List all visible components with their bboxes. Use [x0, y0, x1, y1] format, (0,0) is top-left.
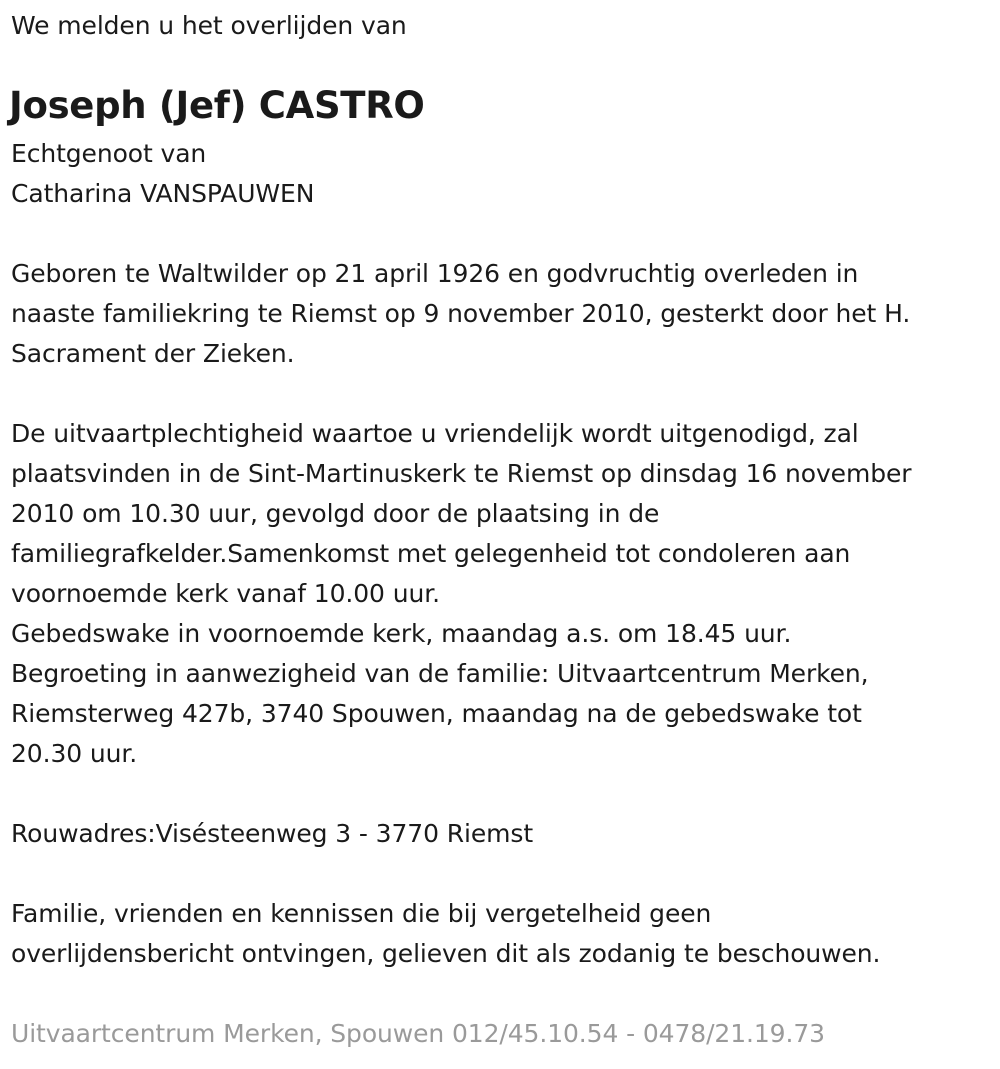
birth-death-paragraph: [11, 254, 910, 374]
paragraph-line: Geboren te Waltwilder op 21 april 1926 en godvruchtig overleden in: [11, 259, 859, 288]
paragraph-line: 20.30 uur.: [11, 739, 138, 768]
paragraph-line: Gebedswake in voornoemde kerk, maandag a.s. om 18.45 uur.: [11, 619, 792, 648]
paragraph-line: De uitvaartplechtigheid waartoe u vriendelijk wordt uitgenodigd, zal: [11, 419, 859, 448]
funeral-home-footer: Uitvaartcentrum Merken, Spouwen 012/45.10.54 - 0478/21.19.73: [11, 1019, 825, 1048]
spouse-section: [11, 134, 314, 214]
paragraph-line: overlijdensbericht ontvingen, gelieven dit als zodanig te beschouwen.: [11, 939, 881, 968]
paragraph-line: plaatsvinden in de Sint-Martinuskerk te Riemst op dinsdag 16 november: [11, 459, 912, 488]
paragraph-line: Begroeting in aanwezigheid van de familie: Uitvaartcentrum Merken,: [11, 659, 869, 688]
paragraph-line: voornoemde kerk vanaf 10.00 uur.: [11, 579, 440, 608]
paragraph-line: Familie, vrienden en kennissen die bij vergetelheid geen: [11, 899, 712, 928]
paragraph-line: naaste familiekring te Riemst op 9 november 2010, gesterkt door het H.: [11, 299, 911, 328]
mourning-address: Rouwadres:Visésteenweg 3 - 3770 Riemst: [11, 819, 534, 848]
closing-paragraph: [11, 894, 880, 974]
paragraph-line: Riemsterweg 427b, 3740 Spouwen, maandag na de gebedswake tot: [11, 699, 862, 728]
spouse-line: Catharina VANSPAUWEN: [11, 179, 315, 208]
intro-text: We melden u het overlijden van: [11, 11, 407, 40]
paragraph-line: 2010 om 10.30 uur, gevolgd door de plaatsing in de: [11, 499, 660, 528]
deceased-name: Joseph (Jef) CASTRO: [9, 84, 425, 127]
spouse-line: Echtgenoot van: [11, 139, 207, 168]
paragraph-line: familiegrafkelder.Samenkomst met gelegenheid tot condoleren aan: [11, 539, 851, 568]
funeral-paragraph: [11, 414, 911, 774]
paragraph-line: Sacrament der Zieken.: [11, 339, 295, 368]
